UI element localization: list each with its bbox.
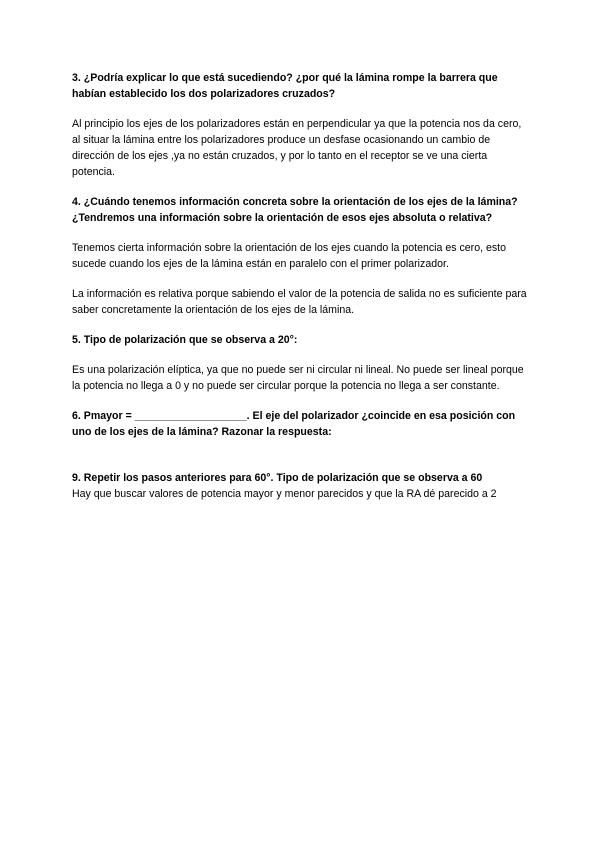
question-4: 4. ¿Cuándo tenemos información concreta sobre la orientación de los ejes de la lámina? ¿Tendremos una información sobre la orientación de esos ejes absoluta o relativa? [72,196,518,224]
question-3: 3. ¿Podría explicar lo que está sucediendo? ¿por qué la lámina rompe la barrera que habían establecido los dos polarizadores cruzados? [72,72,498,100]
answer-9: Hay que buscar valores de potencia mayor y menor parecidos y que la RA dé parecido a 2 [72,488,497,500]
answer-3: Al principio los ejes de los polarizadores están en perpendicular ya que la potencia nos da cero, al situar la lámina entre los polarizadores produce un desfase ocasionando un cambio de dirección de los ejes ,ya no están cruzados, y por lo tanto en el receptor se ve una cierta potencia. [72,118,522,178]
answer-4-paragraph-1: Tenemos cierta información sobre la orientación de los ejes cuando la potencia es cero, esto sucede cuando los ejes de la lámina están en paralelo con el primer polarizador. [72,242,507,270]
question-6: 6. Pmayor = ___________________. El eje del polarizador ¿coincide en esa posición con uno de los ejes de la lámina? Razonar la respuesta: [72,410,516,438]
document-page [72,70,532,502]
answer-4-paragraph-2: La información es relativa porque sabiendo el valor de la potencia de salida no es suficiente para saber concretamente la orientación de los ejes de la lámina. [72,288,527,316]
answer-5: Es una polarización elíptica, ya que no puede ser ni circular ni lineal. No puede ser lineal porque la potencia no llega a 0 y no puede ser circular porque la potencia no llega a ser constante. [72,364,524,392]
question-5: 5. Tipo de polarización que se observa a 20°: [72,334,298,346]
question-9: 9. Repetir los pasos anteriores para 60°. Tipo de polarización que se observa a 60 [72,472,483,484]
